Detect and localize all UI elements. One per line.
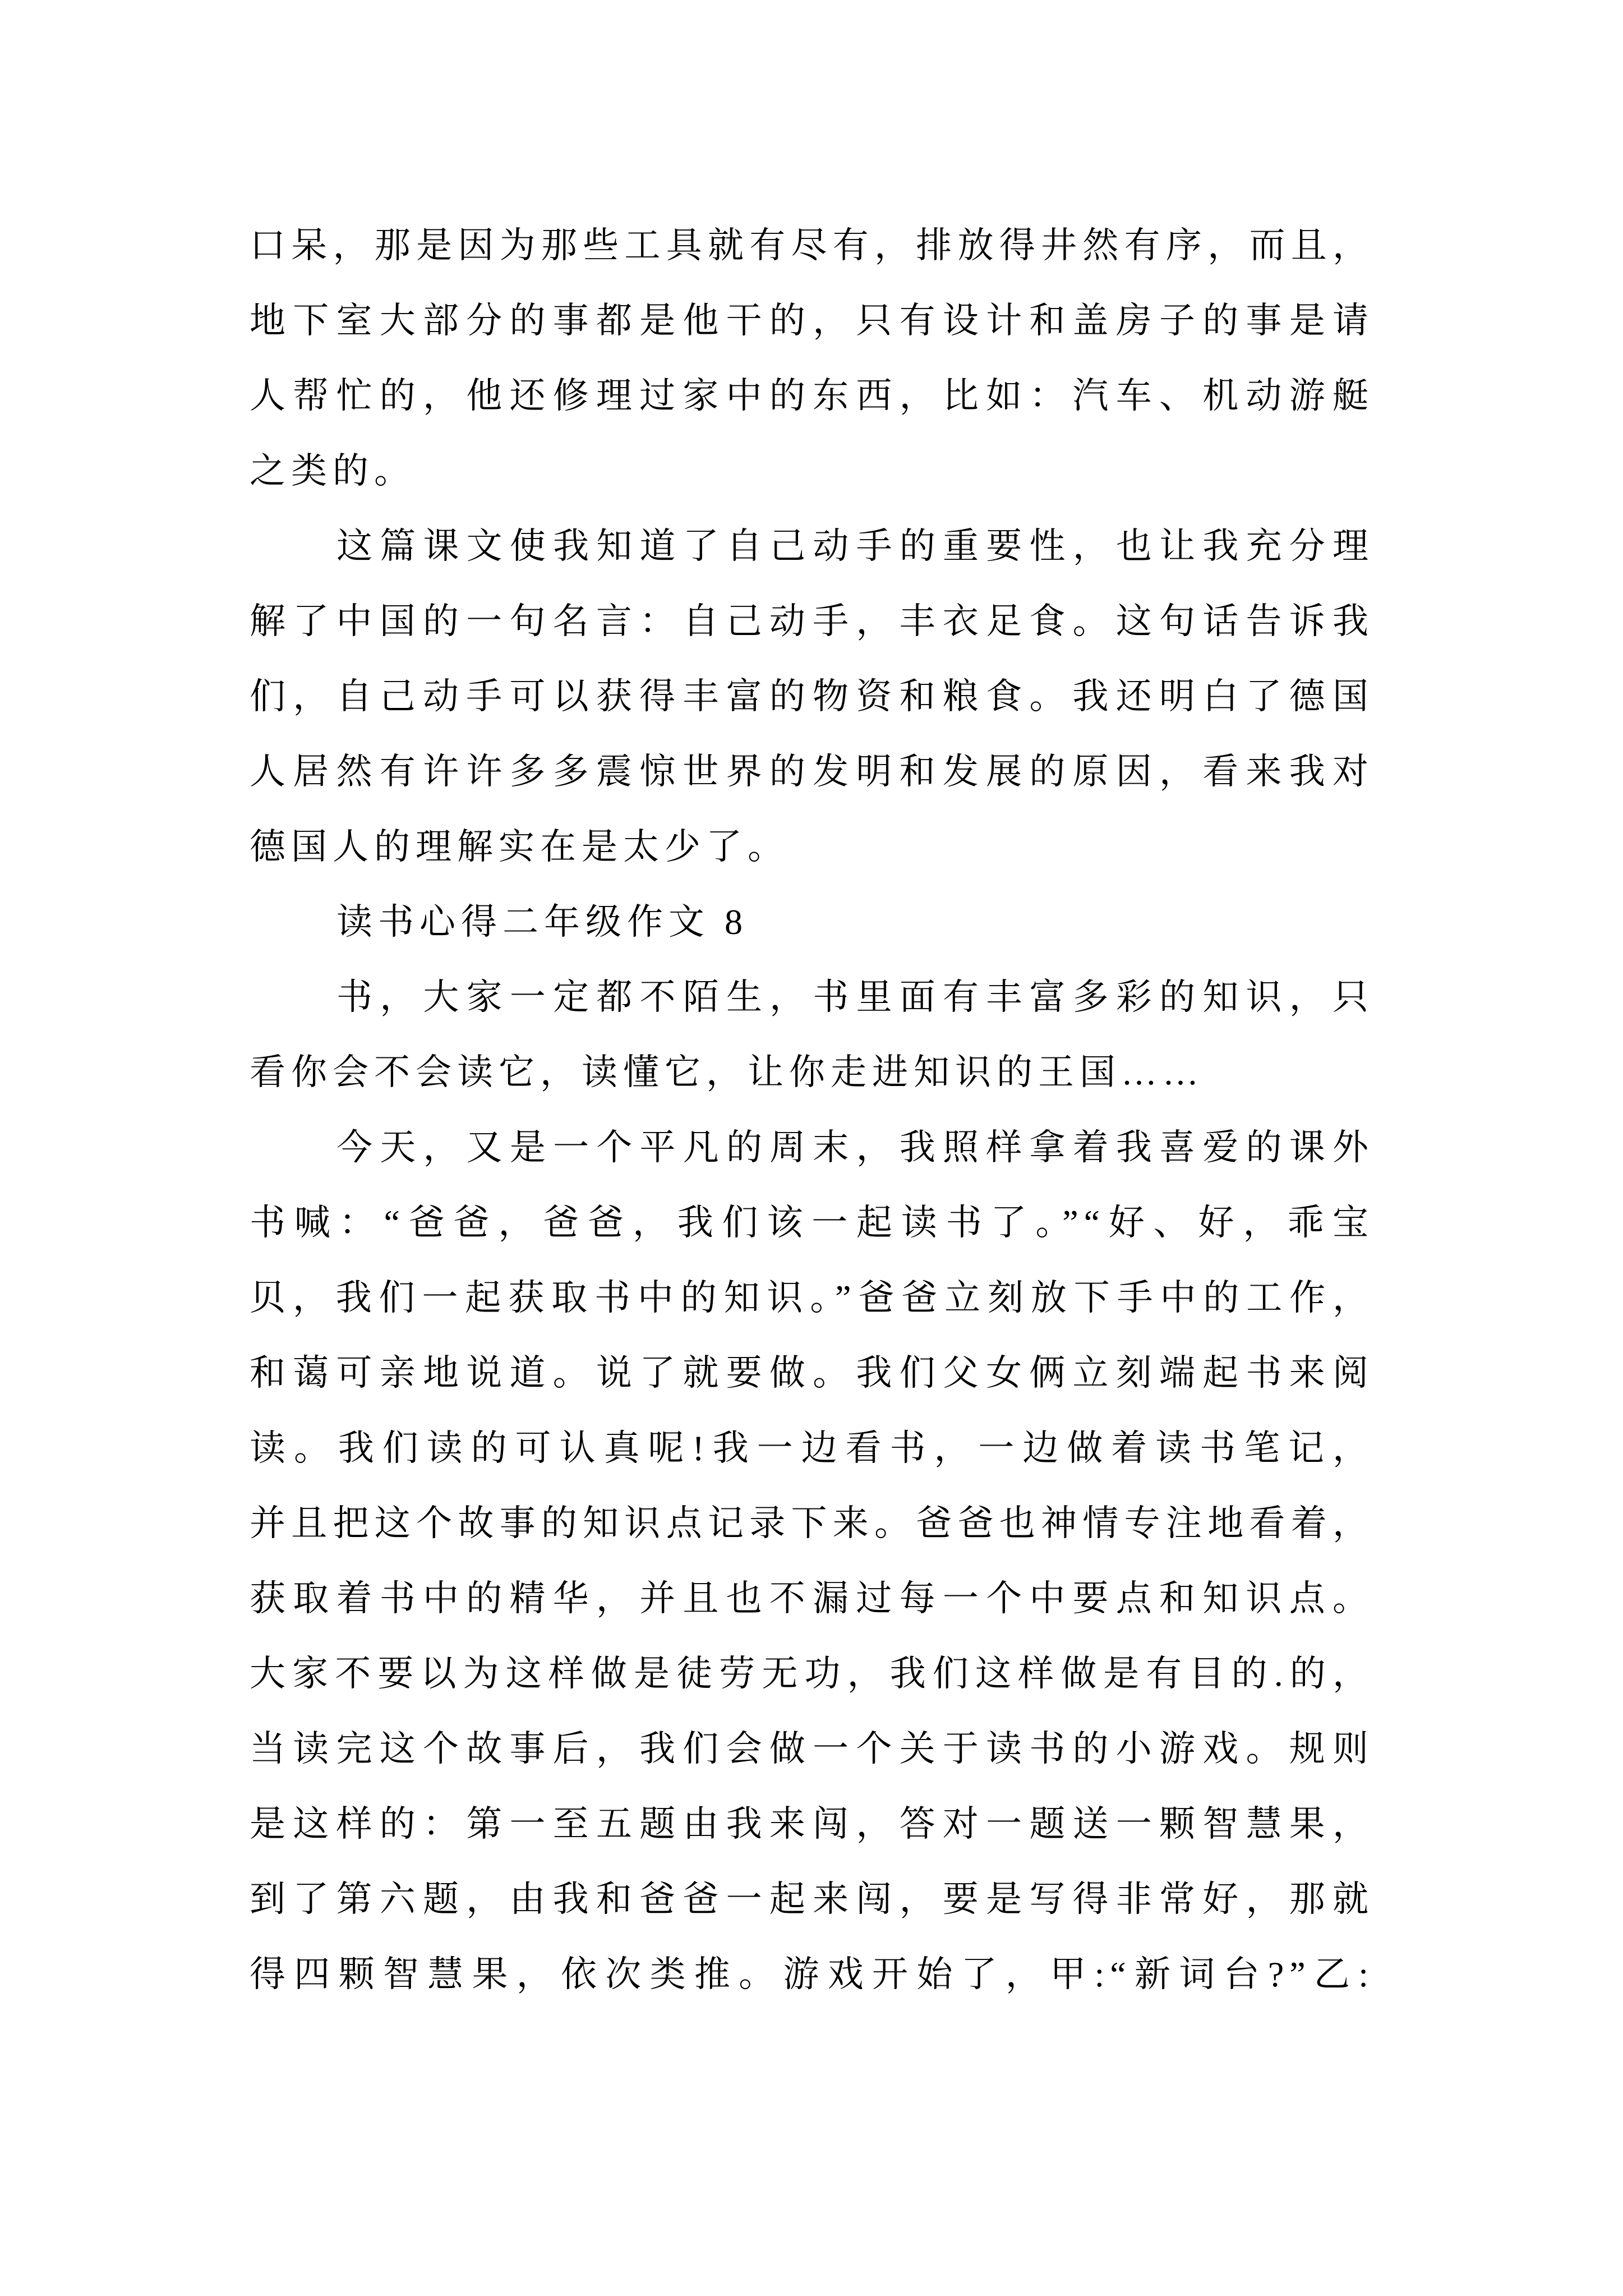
text-line-18: 并且把这个故事的知识点记录下来。爸爸也神情专注地看着，	[250, 1503, 1374, 1543]
text-line-7: 们，自己动手可以获得丰富的物资和粮食。我还明白了德国	[250, 677, 1374, 716]
text-line-23: 到了第六题，由我和爸爸一起来闯，要是写得非常好，那就	[250, 1879, 1374, 1919]
text-line-6: 解了中国的一句名言：自己动手，丰衣足食。这句话告诉我	[250, 601, 1374, 641]
text-line-16: 和蔼可亲地说道。说了就要做。我们父女俩立刻端起书来阅	[250, 1353, 1374, 1393]
text-line-3: 人帮忙的，他还修理过家中的东西，比如：汽车、机动游艇	[250, 376, 1374, 416]
text-line-1: 口呆，那是因为那些工具就有尽有，排放得井然有序，而且，	[250, 226, 1374, 265]
text-line-14: 书喊：“爸爸，爸爸，我们该一起读书了。”“好、好，乖宝	[250, 1203, 1374, 1243]
text-line-20: 大家不要以为这样做是徒劳无功，我们这样做是有目的.的，	[250, 1654, 1374, 1694]
text-line-24: 得四颗智慧果，依次类推。游戏开始了，甲:“新词台?”乙:	[250, 1954, 1374, 1994]
text-line-17: 读。我们读的可认真呢!我一边看书，一边做着读书笔记，	[250, 1428, 1374, 1468]
text-line-8: 人居然有许许多多震惊世界的发明和发展的原因，看来我对	[250, 752, 1374, 792]
text-line-10: 读书心得二年级作文 8	[336, 902, 748, 942]
text-line-9: 德国人的理解实在是太少了。	[250, 827, 789, 867]
text-line-5: 这篇课文使我知道了自己动手的重要性，也让我充分理	[336, 526, 1374, 566]
text-line-13: 今天，又是一个平凡的周末，我照样拿着我喜爱的课外	[336, 1128, 1374, 1167]
text-line-11: 书，大家一定都不陌生，书里面有丰富多彩的知识，只	[336, 977, 1374, 1017]
text-line-2: 地下室大部分的事都是他干的，只有设计和盖房子的事是请	[250, 301, 1374, 341]
text-line-12: 看你会不会读它，读懂它，让你走进知识的王国……	[250, 1052, 1204, 1092]
text-line-19: 获取着书中的精华，并且也不漏过每一个中要点和知识点。	[250, 1579, 1374, 1618]
text-line-22: 是这样的：第一至五题由我来闯，答对一题送一颗智慧果，	[250, 1804, 1374, 1844]
essay-text-block	[250, 208, 1374, 2012]
text-line-4: 之类的。	[250, 451, 416, 491]
text-line-15: 贝，我们一起获取书中的知识。”爸爸立刻放下手中的工作，	[250, 1278, 1374, 1318]
text-line-21: 当读完这个故事后，我们会做一个关于读书的小游戏。规则	[250, 1729, 1374, 1769]
